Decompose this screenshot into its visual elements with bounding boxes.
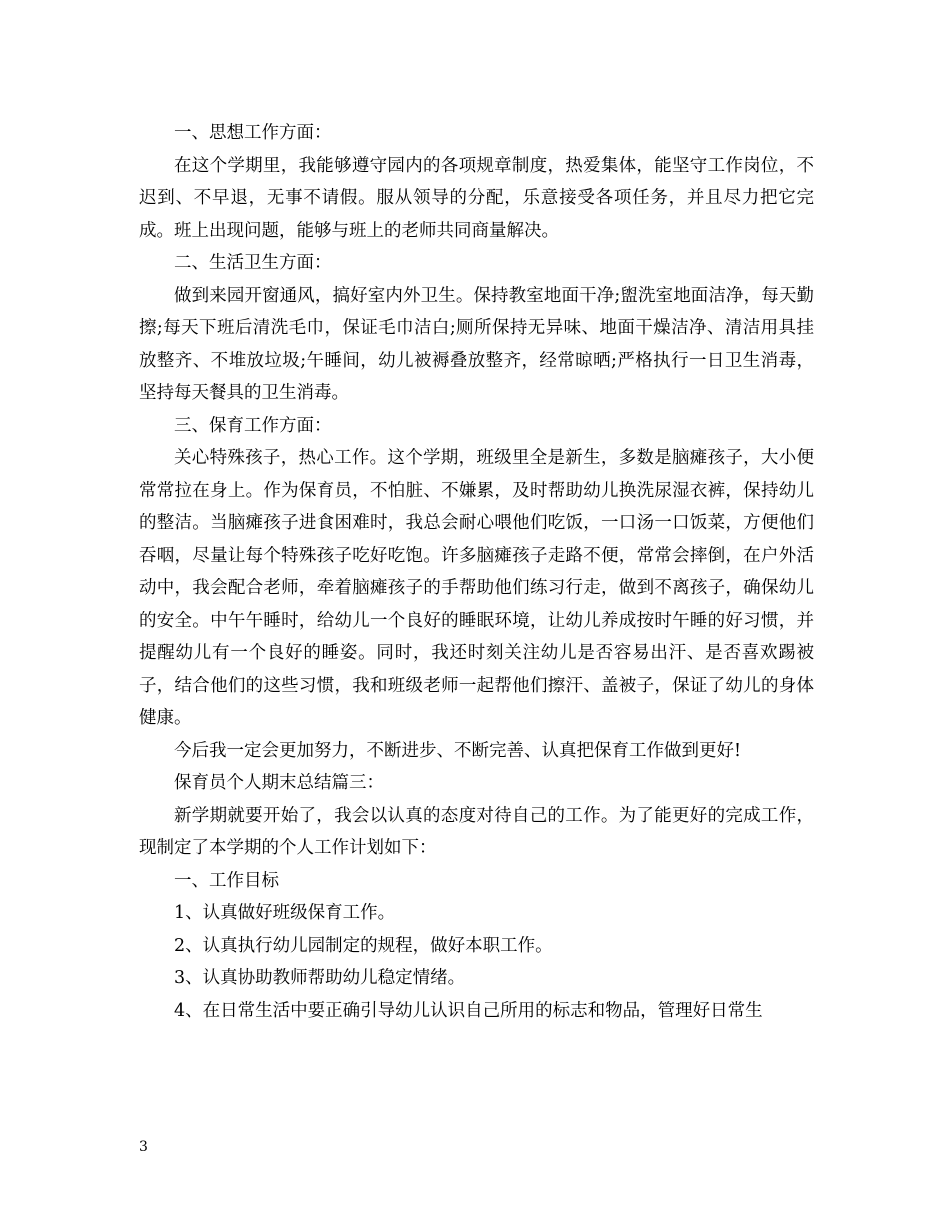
heading-childcare-work: 三、保育工作方面： bbox=[174, 415, 332, 436]
paragraph-hygiene-work: 做到来园开窗通风，搞好室内外卫生。保持教室地面干净;盥洗室地面洁净，每天勤擦;每天下班后清洗毛巾，保证毛巾洁白;厕所保持无异味、地面干燥洁净、清洁用具挂放整齐、不堆放垃圾;午睡间，幼儿被褥叠放整齐，经常晾晒;严格执行一日卫生消毒，坚持每天餐具的卫生消毒。 bbox=[139, 285, 814, 403]
list-item-goal-1: 1、认真做好班级保育工作。 bbox=[174, 903, 396, 923]
list-item-goal-3: 3、认真协助教师帮助幼儿稳定情绪。 bbox=[174, 968, 466, 988]
paragraph-childcare-work: 关心特殊孩子，热心工作。这个学期，班级里全是新生，多数是脑瘫孩子，大小便常常拉在身上。作为保育员，不怕脏、不嫌累，及时帮助幼儿换洗尿湿衣裤，保持幼儿的整洁。当脑瘫孩子进食困难时，我总会耐心喂他们吃饭，一口汤一口饭菜，方便他们吞咽，尽量让每个特殊孩子吃好吃饱。许多脑瘫孩子走路不便，常常会摔倒，在户外活动中，我会配合老师，牵着脑瘫孩子的手帮助他们练习行走，做到不离孩子，确保幼儿的安全。中午午睡时，给幼儿一个良好的睡眠环境，让幼儿养成按时午睡的好习惯，并提醒幼儿有一个良好的睡姿。同时，我还时刻关注幼儿是否容易出汗、是否喜欢踢被子，结合他们的这些习惯，我和班级老师一起帮他们擦汗、盖被子，保证了幼儿的身体健康。 bbox=[139, 448, 814, 728]
heading-ideological-work: 一、思想工作方面： bbox=[174, 123, 332, 143]
heading-work-goals: 一、工作目标 bbox=[174, 870, 279, 891]
document-body bbox=[139, 117, 814, 1027]
paragraph-ideological-work: 在这个学期里，我能够遵守园内的各项规章制度，热爱集体，能坚守工作岗位，不迟到、不早退，无事不请假。服从领导的分配，乐意接受各项任务，并且尽力把它完成。班上出现问题，能够与班上的老师共同商量解决。 bbox=[139, 155, 814, 241]
heading-hygiene-work: 二、生活卫生方面： bbox=[174, 253, 332, 273]
page-number: 3 bbox=[139, 1139, 148, 1155]
paragraph-future-commitment: 今后我一定会更加努力，不断进步、不断完善、认真把保育工作做到更好! bbox=[174, 740, 742, 761]
list-item-goal-4: 4、在日常生活中要正确引导幼儿认识自己所用的标志和物品，管理好日常生 bbox=[174, 1000, 763, 1021]
section-title-summary-three: 保育员个人期末总结篇三： bbox=[174, 773, 384, 793]
paragraph-semester-plan-intro: 新学期就要开始了，我会以认真的态度对待自己的工作。为了能更好的完成工作，现制定了本学期的个人工作计划如下： bbox=[139, 805, 814, 858]
list-item-goal-2: 2、认真执行幼儿园制定的规程，做好本职工作。 bbox=[174, 935, 553, 956]
